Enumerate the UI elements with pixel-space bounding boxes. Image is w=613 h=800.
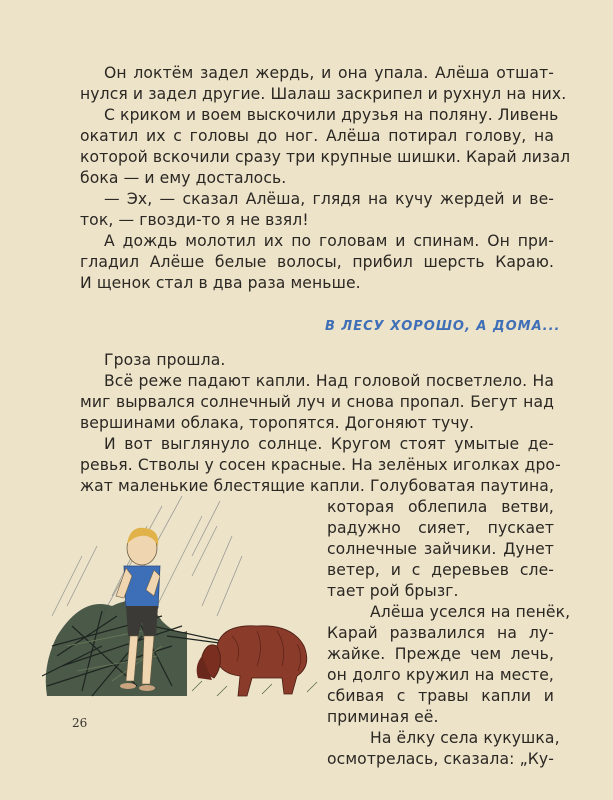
text-line: бока — и ему досталось.	[80, 169, 287, 187]
page-number: 26	[72, 716, 88, 730]
text-line: Алёша уселся на пенёк,	[370, 603, 571, 621]
text-line: ревья. Стволы у сосен красные. На зелёных иголках дро-	[80, 456, 561, 474]
text-line: Всё реже падают капли. Над головой посветлело. На	[104, 372, 554, 390]
text-line: он долго кружил на месте,	[327, 666, 554, 684]
text-line: которая облепила ветви,	[327, 498, 554, 516]
text-line: вершинами облака, торопятся. Догоняют тучу.	[80, 414, 475, 432]
text-line: С криком и воем выскочили друзья на поляну. Ливень	[104, 106, 559, 124]
text-line: сбивая с травы капли и	[327, 687, 554, 705]
text-line: жат маленькие блестящие капли. Голубоватая паутина,	[80, 477, 554, 495]
text-line: ток, — гвозди-то я не взял!	[80, 211, 309, 229]
text-line: солнечные зайчики. Дунет	[327, 540, 554, 558]
text-line: ветер, и с деревьев сле-	[327, 561, 554, 579]
chapter-heading: В ЛЕСУ ХОРОШО, А ДОМА...	[325, 319, 561, 334]
text-line: миг вырвался солнечный луч и снова пропал. Бегут над	[80, 393, 554, 411]
text-line: Он локтём задел жердь, и она упала. Алёша отшат-	[104, 64, 554, 82]
text-line: жайке. Прежде чем лечь,	[327, 645, 554, 663]
text-line: И вот выглянуло солнце. Кругом стоят умытые де-	[104, 435, 554, 453]
text-line: — Эх, — сказал Алёша, глядя на кучу жердей и ве-	[104, 190, 554, 208]
grass-strokes	[192, 681, 317, 696]
text-line: На ёлку села кукушка,	[370, 729, 560, 747]
text-line: осмотрелась, сказала: „Ку-	[327, 750, 554, 768]
boy-and-dog-in-rain-illustration	[42, 496, 332, 711]
text-line: тает рой брызг.	[327, 582, 459, 600]
text-line: которой вскочили сразу три крупные шишки. Карай лизал	[80, 148, 571, 166]
dog-figure	[197, 626, 307, 696]
text-line: гладил Алёше белые волосы, прибил шерсть Караю.	[80, 253, 554, 271]
text-line: приминая её.	[327, 708, 439, 726]
text-line: окатил их с головы до ног. Алёша потирал голову, на	[80, 127, 554, 145]
text-line: А дождь молотил их по головам и спинам. Он при-	[104, 232, 554, 250]
text-line: нулся и задел другие. Шалаш заскрипел и рухнул на них.	[80, 85, 567, 103]
text-line: радужно сияет, пускает	[327, 519, 554, 537]
text-line: Гроза прошла.	[104, 351, 226, 369]
text-line: Карай развалился на лу-	[327, 624, 554, 642]
text-line: И щенок стал в два раза меньше.	[80, 274, 361, 292]
